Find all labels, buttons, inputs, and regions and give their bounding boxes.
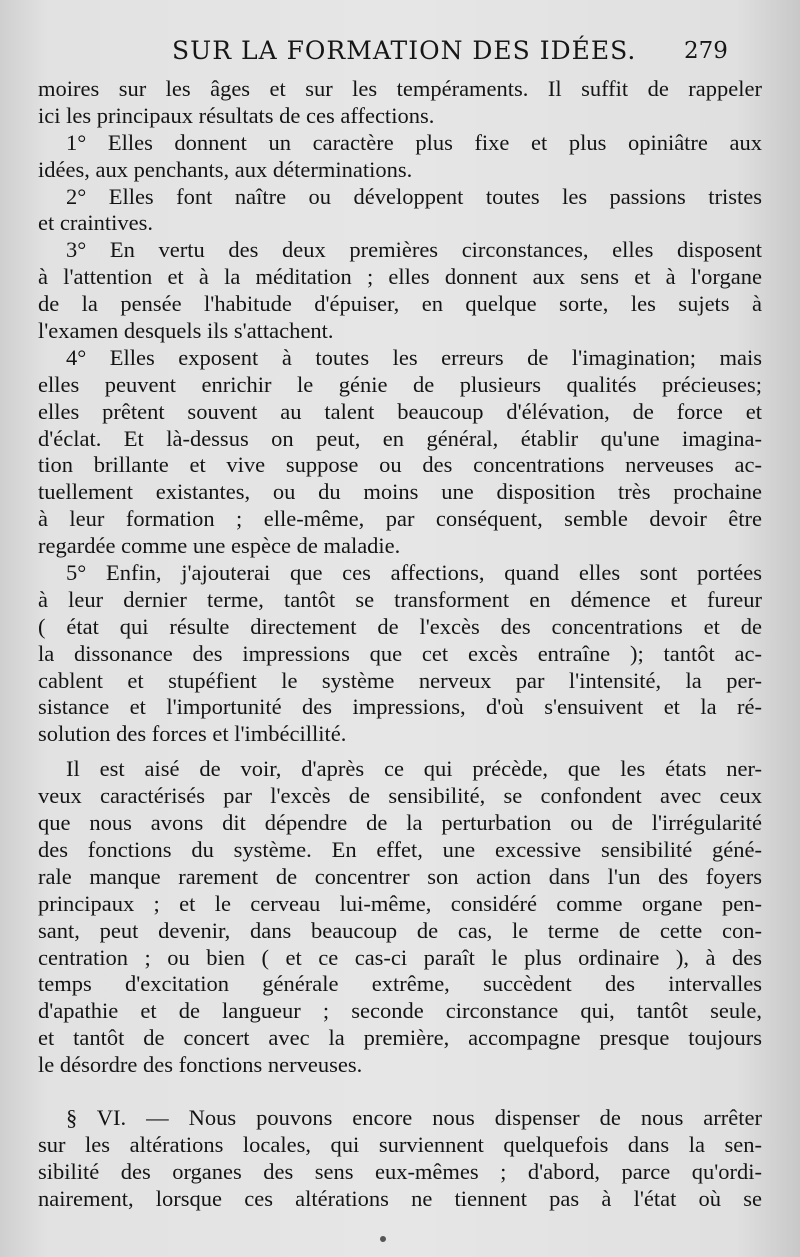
text-line: à leur formation ; elle-même, par conséquent, semble devoir être <box>38 506 762 532</box>
text-line: le désordre des fonctions nerveuses. <box>38 1052 363 1078</box>
text-line: tuellement existantes, ou du moins une disposition très prochaine <box>38 479 762 505</box>
text-line: à l'attention et à la méditation ; elles donnent aux sens et à l'organe <box>38 264 762 290</box>
text-line: principaux ; et le cerveau lui-même, considéré comme organe pen- <box>38 890 762 916</box>
text-line: solution des forces et l'imbécillité. <box>38 721 347 747</box>
text-line: centration ; ou bien ( et ce cas-ci paraît le plus ordinaire ), à des <box>38 944 762 970</box>
text-line: moires sur les âges et sur les tempéraments. Il suffit de rappeler <box>38 76 762 101</box>
text-line: d'éclat. Et là-dessus on peut, en général, établir qu'une imagina- <box>38 425 762 451</box>
text-line: rale manque rarement de concentrer son action dans l'un des foyers <box>38 863 762 889</box>
text-line: elles prêtent souvent au talent beaucoup d'élévation, de force et <box>38 398 762 424</box>
text-line: 3° En vertu des deux premières circonstances, elles disposent <box>66 237 762 263</box>
section-heading-line: § VI. — Nous pouvons encore nous dispenser de nous arrêter <box>66 1104 762 1130</box>
text-line: ( état qui résulte directement de l'excès des concentrations et de <box>38 613 762 639</box>
text-line: sibilité des organes des sens eux-mêmes ; d'abord, parce qu'ordi- <box>38 1158 762 1184</box>
text-line: et craintives. <box>38 210 153 236</box>
text-line: sant, peut devenir, dans beaucoup de cas, le terme de cette con- <box>38 917 762 943</box>
text-line: 5° Enfin, j'ajouterai que ces affections, quand elles sont portées <box>66 560 762 586</box>
text-line: 1° Elles donnent un caractère plus fixe et plus opiniâtre aux <box>66 129 762 155</box>
text-line: sur les altérations locales, qui surviennent quelquefois dans la sen- <box>38 1131 762 1157</box>
text-line: elles peuvent enrichir le génie de plusieurs qualités précieuses; <box>38 371 762 397</box>
text-line: ici les principaux résultats de ces affections. <box>38 102 435 128</box>
running-head <box>0 36 800 70</box>
text-line: cablent et stupéfient le système nerveux par l'intensité, la per- <box>38 667 762 693</box>
text-line: nairement, lorsque ces altérations ne tiennent pas à l'état où se <box>38 1185 762 1211</box>
text-line: temps d'excitation générale extrême, succèdent des intervalles <box>38 971 762 997</box>
text-line: Il est aisé de voir, d'après ce qui précède, que les états ner- <box>66 756 762 782</box>
ink-speck <box>380 1236 386 1242</box>
text-line: tion brillante et vive suppose ou des concentrations nerveuses ac- <box>38 452 762 478</box>
text-line: à leur dernier terme, tantôt se transforment en démence et fureur <box>38 586 762 612</box>
body-text <box>38 76 762 1213</box>
text-line: 4° Elles exposent à toutes les erreurs de l'imagination; mais <box>66 344 762 370</box>
text-line: d'apathie et de langueur ; seconde circonstance qui, tantôt seule, <box>38 998 762 1024</box>
text-line: des fonctions du système. En effet, une excessive sensibilité géné- <box>38 836 762 862</box>
running-title: SUR LA FORMATION DES IDÉES. <box>172 36 637 65</box>
text-line: l'examen desquels ils s'attachent. <box>38 318 334 344</box>
text-line: sistance et l'importunité des impressions, d'où s'ensuivent et la ré- <box>38 694 762 720</box>
page-number: 279 <box>684 38 728 64</box>
text-line: que nous avons dit dépendre de la perturbation ou de l'irrégularité <box>38 810 762 836</box>
text-line: veux caractérisés par l'excès de sensibilité, se confondent avec ceux <box>38 783 762 809</box>
text-line: 2° Elles font naître ou développent toutes les passions tristes <box>66 183 762 209</box>
text-line: idées, aux penchants, aux déterminations. <box>38 156 413 182</box>
text-line: de la pensée l'habitude d'épuiser, en quelque sorte, les sujets à <box>38 291 762 317</box>
text-line: et tantôt de concert avec la première, accompagne presque toujours <box>38 1025 762 1051</box>
text-line: regardée comme une espèce de maladie. <box>38 533 401 559</box>
text-line: la dissonance des impressions que cet excès entraîne ); tantôt ac- <box>38 640 762 666</box>
